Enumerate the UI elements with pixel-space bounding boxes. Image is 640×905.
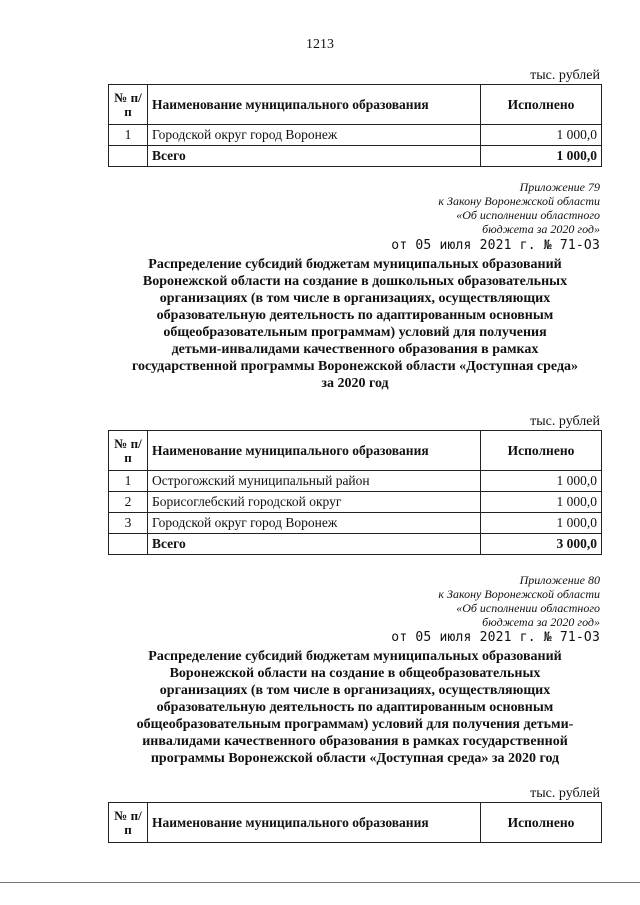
heading-80-line: Распределение субсидий бюджетам муниципальных образований [148,649,562,664]
heading-80-line: организациях (в том числе в организациях, осуществляющих [159,683,551,698]
row-value: 1 000,0 [481,492,602,513]
table-2 [108,430,602,555]
header-value: Исполнено [481,431,602,471]
row-num: 2 [109,492,148,513]
annex-79-block [340,180,600,236]
header-num: № п/п [109,431,148,471]
annex-80-date: от 05 июля 2021 г. № 71-ОЗ [391,630,600,645]
annex-79-line1: к Закону Воронежской области [438,194,600,208]
header-num: № п/п [109,85,148,125]
annex-79-line3: бюджета за 2020 год» [482,222,600,236]
heading-79-line: Распределение субсидий бюджетам муниципальных образований [148,257,562,272]
heading-80 [100,648,610,767]
heading-80-line: Воронежской области на создание в общеобразовательных [169,666,541,681]
table-1 [108,84,602,167]
heading-79-line: детьми-инвалидами качественного образования в рамках [171,342,539,357]
total-num-empty [109,146,148,167]
heading-79-line: организациях (в том числе в организациях, осуществляющих [159,291,551,306]
heading-80-line: инвалидами качественного образования в рамках государственной [142,734,568,749]
heading-79-line: общеобразовательным программам) условий для получения [163,325,547,340]
row-num: 3 [109,513,148,534]
units-label: тыс. рублей [530,68,600,83]
heading-80-line: образовательную деятельность по адаптированным основным [156,700,554,715]
row-name: Борисоглебский городской округ [148,492,481,513]
heading-79 [100,256,610,392]
header-name: Наименование муниципального образования [148,803,481,843]
row-num: 1 [109,125,148,146]
table-3 [108,802,602,843]
annex-80-line2: «Об исполнении областного [456,601,600,615]
total-label: Всего [148,146,481,167]
units-label: тыс. рублей [530,414,600,429]
table-row [109,513,602,534]
heading-79-line: государственной программы Воронежской области «Доступная среда» [131,359,579,374]
heading-79-line: за 2020 год [321,376,389,391]
annex-80-line3: бюджета за 2020 год» [482,615,600,629]
heading-79-line: образовательную деятельность по адаптированным основным [156,308,554,323]
table-header-row [109,431,602,471]
table-row [109,492,602,513]
table-row [109,471,602,492]
page-number: 1213 [306,37,334,52]
row-name: Острогожский муниципальный район [148,471,481,492]
row-num: 1 [109,471,148,492]
annex-79-title: Приложение 79 [519,180,600,194]
heading-80-line: общеобразовательным программам) условий для получения детьми- [136,717,574,732]
heading-80-line: программы Воронежской области «Доступная среда» за 2020 год [150,751,560,766]
header-name: Наименование муниципального образования [148,431,481,471]
row-name: Городской округ город Воронеж [148,125,481,146]
header-num: № п/п [109,803,148,843]
annex-79-line2: «Об исполнении областного [456,208,600,222]
row-name: Городской округ город Воронеж [148,513,481,534]
heading-79-line: Воронежской области на создание в дошкольных образовательных [142,274,568,289]
table-header-row [109,85,602,125]
total-value: 1 000,0 [481,146,602,167]
row-value: 1 000,0 [481,513,602,534]
header-value: Исполнено [481,803,602,843]
header-name: Наименование муниципального образования [148,85,481,125]
row-value: 1 000,0 [481,471,602,492]
annex-79-date: от 05 июля 2021 г. № 71-ОЗ [391,238,600,253]
table-header-row [109,803,602,843]
table-total-row [109,534,602,555]
table-total-row [109,146,602,167]
annex-80-block [340,573,600,629]
page-bottom-rule [0,882,640,883]
units-label: тыс. рублей [530,786,600,801]
total-label: Всего [148,534,481,555]
total-value: 3 000,0 [481,534,602,555]
annex-80-line1: к Закону Воронежской области [438,587,600,601]
table-row [109,125,602,146]
header-value: Исполнено [481,85,602,125]
row-value: 1 000,0 [481,125,602,146]
total-num-empty [109,534,148,555]
annex-80-title: Приложение 80 [519,573,600,587]
